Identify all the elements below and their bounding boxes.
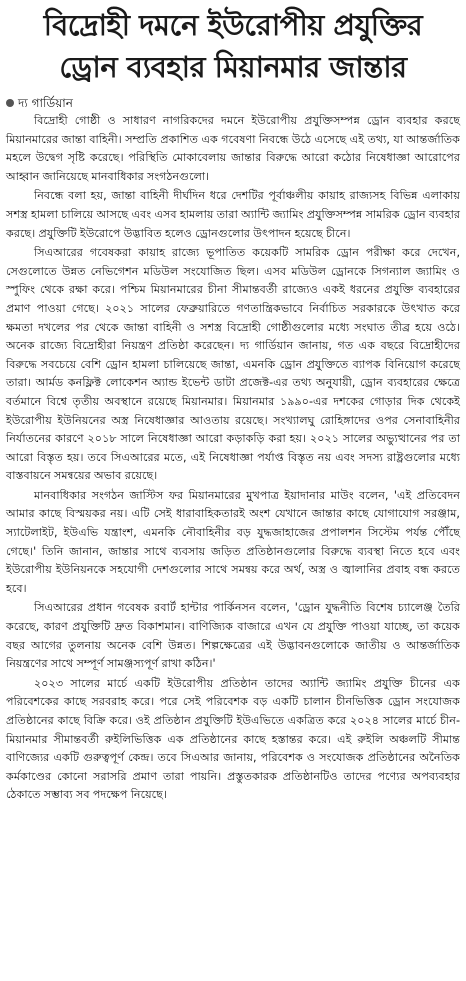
paragraph-3: সিএআরের গবেষকরা কায়াহ রাজ্যে ভূপাতিত কয়েকটি সামরিক ড্রোন পরীক্ষা করে দেখেন, সেগুলোতে উন্নত নেভিগেশন মডিউল সংযোজিত ছিল। এসব মডিউল ড্রোনকে সিগন্যাল জ্যামিং ও স্পুফিং থেকে রক্ষা করে। পশ্চিম মিয়ানমারের চীনা সীমান্তবর্তী রাজ্যেও একই ধরনের প্রযুক্তি ব্যবহারের প্রমাণ পাওয়া গেছে। ২০২১ সালের ফেব্রুয়ারিতে গণতান্ত্রিকভাবে নির্বাচিত সরকারকে উৎখাত করে ক্ষমতা দখলের পর থেকে জান্তা বাহিনী ও সশস্ত্র বিদ্রোহী গোষ্ঠীগুলোর মধ্যে সংঘাত তীব্র হয়ে ওঠে। অনেক রাজ্যে বিদ্রোহীরা নিয়ন্ত্রণ প্রতিষ্ঠা করেছেন। দ্য গার্ডিয়ান জানায়, গত এক বছরে বিদ্রোহীদের বিরুদ্ধে সবচেয়ে বেশি ড্রোন হামলা চালিয়েছে জান্তা, এমনকি ড্রোন প্রযুক্তিতে ব্যাপক বিনিয়োগ করেছে তারা। আর্মড কনফ্লিক্ট লোকেশন অ্যান্ড ইভেন্ট ডাটা প্রজেক্ট-এর তথ্য অনুযায়ী, ড্রোন ব্যবহারের ক্ষেত্রে বর্তমানে বিশ্বে তৃতীয় অবস্থানে রয়েছে মিয়ানমার। মিয়ানমার ১৯৯০-এর দশকের গোড়ার দিক থেকেই ইউরোপীয় ইউনিয়নের অস্ত্র নিষেধাজ্ঞার আওতায় রয়েছে। সংখ্যালঘু রোহিঙ্গাদের ওপর সেনাবাহিনীর নির্যাতনের কারণে ২০১৮ সালে নিষেধাজ্ঞা আরো কড়াকড়ি করা হয়। ২০২১ সালের অভ্যুত্থানের পর তা আরো বিস্তৃত হয়। তবে সিএআরের মতে, এই নিষেধাজ্ঞা পর্যাপ্ত বিস্তৃত নয় এবং সদস্য রাষ্ট্রগুলোর মধ্যে বাস্তবায়নে সমন্বয়ের অভাব রয়েছে।: [6, 246, 460, 483]
article-body: [6, 112, 460, 805]
headline-line-2: ড্রোন ব্যবহার মিয়ানমার জান্তার: [59, 50, 407, 84]
headline: [6, 4, 460, 88]
paragraph-1: বিদ্রোহী গোষ্ঠী ও সাধারণ নাগরিকদের দমনে ইউরোপীয় প্রযুক্তিসম্পন্ন ড্রোন ব্যবহার করছে মিয়ানমারের জান্তা বাহিনী। সম্প্রতি প্রকাশিত এক গবেষণা নিবন্ধে উঠে এসেছে এই তথ্য, যা আন্তর্জাতিক মহলে উদ্বেগ সৃষ্টি করেছে। পরিস্থিতি মোকাবেলায় জান্তার বিরুদ্ধে আরো কঠোর নিষেধাজ্ঞা আরোপের আহ্বান জানিয়েছে মানবাধিকার সংগঠনগুলো।: [6, 114, 460, 183]
headline-line-1: বিদ্রোহী দমনে ইউরোপীয় প্রযুক্তির: [43, 8, 423, 42]
source-label: দ্য গার্ডিয়ান: [18, 96, 73, 110]
paragraph-2: নিবন্ধে বলা হয়, জান্তা বাহিনী দীর্ঘদিন ধরে দেশটির পূর্বাঞ্চলীয় কায়াহ রাজ্যসহ বিভিন্ন এলাকায় সশস্ত্র হামলা চালিয়ে আসছে এবং এসব হামলায় তারা অ্যান্টি জ্যামিং প্রযুক্তিসম্পন্ন সামরিক ড্রোন ব্যবহার করছে। প্রযুক্তিটি ইউরোপে উদ্ভাবিত হলেও ড্রোনগুলোর উৎপাদন হয়েছে চীনে।: [6, 189, 460, 240]
paragraph-5: সিএআরের প্রধান গবেষক রবার্ট হান্টার পার্কিনসন বলেন, 'ড্রোন যুদ্ধনীতি বিশেষ চ্যালেঞ্জ তৈরি করেছে, কারণ প্রযুক্তিটি দ্রুত বিকাশমান। বাণিজ্যিক বাজারে এখন যে প্রযুক্তি পাওয়া যাচ্ছে, তা কয়েক বছর আগের তুলনায় অনেক বেশি উন্নত। শিল্পক্ষেত্রের এই উদ্ভাবনগুলোকে জাতীয় ও আন্তর্জাতিক নিয়ন্ত্রণের সাথে সম্পূর্ণ সামঞ্জস্যপূর্ণ রাখা কঠিন।': [6, 601, 460, 671]
byline: [6, 94, 460, 112]
paragraph-4: মানবাধিকার সংগঠন জাস্টিস ফর মিয়ানমারের মুখপাত্র ইয়াদানার মাউং বলেন, 'এই প্রতিবেদন আমার কাছে বিস্ময়কর নয়। এটি সেই ধারাবাহিকতারই অংশ যেখানে জান্তার কাছে যোগাযোগ সরঞ্জাম, স্যাটেলাইট, ইউএভি যন্ত্রাংশ, এমনকি নৌবাহিনীর বড় যুদ্ধজাহাজের প্রপালশন সিস্টেম পর্যন্ত পৌঁছে গেছে।' তিনি জানান, জান্তার সাথে ব্যবসায় জড়িত প্রতিষ্ঠানগুলোর বিরুদ্ধে ব্যবস্থা নিতে হবে এবং ইউরোপীয় ইউনিয়নকে সহযোগী দেশগুলোর সাথে সমন্বয় করে অর্থ, অস্ত্র ও জ্বালানির প্রবাহ বন্ধ করতে হবে।: [6, 488, 460, 595]
paragraph-6: ২০২৩ সালের মার্চে একটি ইউরোপীয় প্রতিষ্ঠান তাদের অ্যান্টি জ্যামিং প্রযুক্তি চীনের এক পরিবেশকের কাছে সরবরাহ করে। পরে সেই পরিবেশক বড় একটি চালান চীনভিত্তিক ড্রোন সংযোজক প্রতিষ্ঠানের কাছে বিক্রি করে। ওই প্রতিষ্ঠান প্রযুক্তিটি ইউএভিতে একত্রিত করে ২০২৪ সালের মার্চে চীন-মিয়ানমার সীমান্তবর্তী রুইলিভিত্তিক এক প্রতিষ্ঠানের কাছে হস্তান্তর করে। এই রুইলি অঞ্চলটি সীমান্ত বাণিজ্যের একটি গুরুত্বপূর্ণ কেন্দ্র। তবে সিএআর জানায়, পরিবেশক ও সংযোজক প্রতিষ্ঠানের অনৈতিক কর্মকাণ্ডের কোনো সরাসরি প্রমাণ তারা পায়নি। প্রস্তুতকারক প্রতিষ্ঠানটিও তাদের পণ্যের অপব্যবহার ঠেকাতে সম্ভাব্য সব পদক্ষেপ নিয়েছে।: [6, 676, 460, 802]
bullet-dot-icon: [6, 99, 14, 107]
